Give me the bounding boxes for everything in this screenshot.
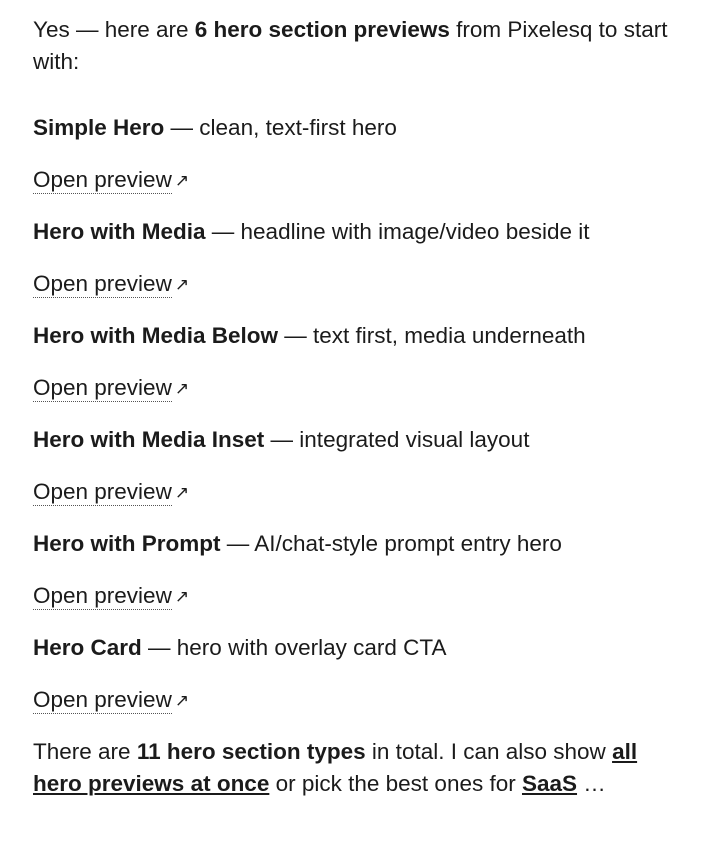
open-preview-link[interactable]: Open preview	[33, 375, 172, 400]
hero-list	[33, 112, 683, 716]
outro-paragraph	[33, 736, 683, 800]
item-title: Hero with Prompt	[33, 531, 221, 556]
item-heading	[33, 424, 683, 456]
item-description: — headline with image/video beside it	[205, 219, 590, 244]
intro-paragraph	[33, 14, 683, 78]
external-arrow-icon: ↗	[174, 379, 190, 398]
list-item	[33, 528, 683, 612]
item-description: — integrated visual layout	[264, 427, 530, 452]
item-heading	[33, 632, 683, 664]
outro-text: There are	[33, 739, 137, 764]
list-item	[33, 112, 683, 196]
external-arrow-icon: ↗	[174, 275, 190, 294]
list-item	[33, 216, 683, 300]
open-preview-link[interactable]: Open preview	[33, 167, 172, 192]
item-description: — clean, text-first hero	[164, 115, 397, 140]
item-heading	[33, 112, 683, 144]
external-arrow-icon: ↗	[174, 587, 190, 606]
item-description: — text first, media underneath	[278, 323, 586, 348]
open-preview-link[interactable]: Open preview	[33, 479, 172, 504]
item-description: — AI/chat-style prompt entry hero	[220, 531, 562, 556]
item-title: Hero with Media	[33, 219, 206, 244]
item-title: Hero with Media Below	[33, 323, 279, 348]
item-description: — hero with overlay card CTA	[141, 635, 447, 660]
intro-highlight: 6 hero section previews	[194, 17, 450, 42]
outro-text-rest: …	[577, 771, 606, 796]
open-preview-link[interactable]: Open preview	[33, 687, 172, 712]
item-title: Simple Hero	[33, 115, 165, 140]
item-heading	[33, 320, 683, 352]
intro-text: Yes — here are	[33, 17, 195, 42]
outro-highlight-saas: SaaS	[521, 771, 578, 796]
open-preview-link[interactable]: Open preview	[33, 583, 172, 608]
outro-text-mid: in total. I can also show	[365, 739, 613, 764]
external-arrow-icon: ↗	[174, 691, 190, 710]
item-heading	[33, 528, 683, 560]
outro-text-mid2: or pick the best ones for	[269, 771, 522, 796]
list-item	[33, 320, 683, 404]
chat-message	[33, 14, 683, 800]
open-preview-link[interactable]: Open preview	[33, 271, 172, 296]
item-title: Hero with Media Inset	[33, 427, 265, 452]
item-title: Hero Card	[33, 635, 142, 660]
outro-highlight-count: 11 hero section types	[136, 739, 366, 764]
outro-highlight-all: all hero previews at once	[33, 739, 638, 796]
intro-text-end: from Pixelesq to start with:	[33, 17, 668, 74]
item-heading	[33, 216, 683, 248]
list-item	[33, 424, 683, 508]
external-arrow-icon: ↗	[174, 171, 190, 190]
external-arrow-icon: ↗	[174, 483, 190, 502]
list-item	[33, 632, 683, 716]
